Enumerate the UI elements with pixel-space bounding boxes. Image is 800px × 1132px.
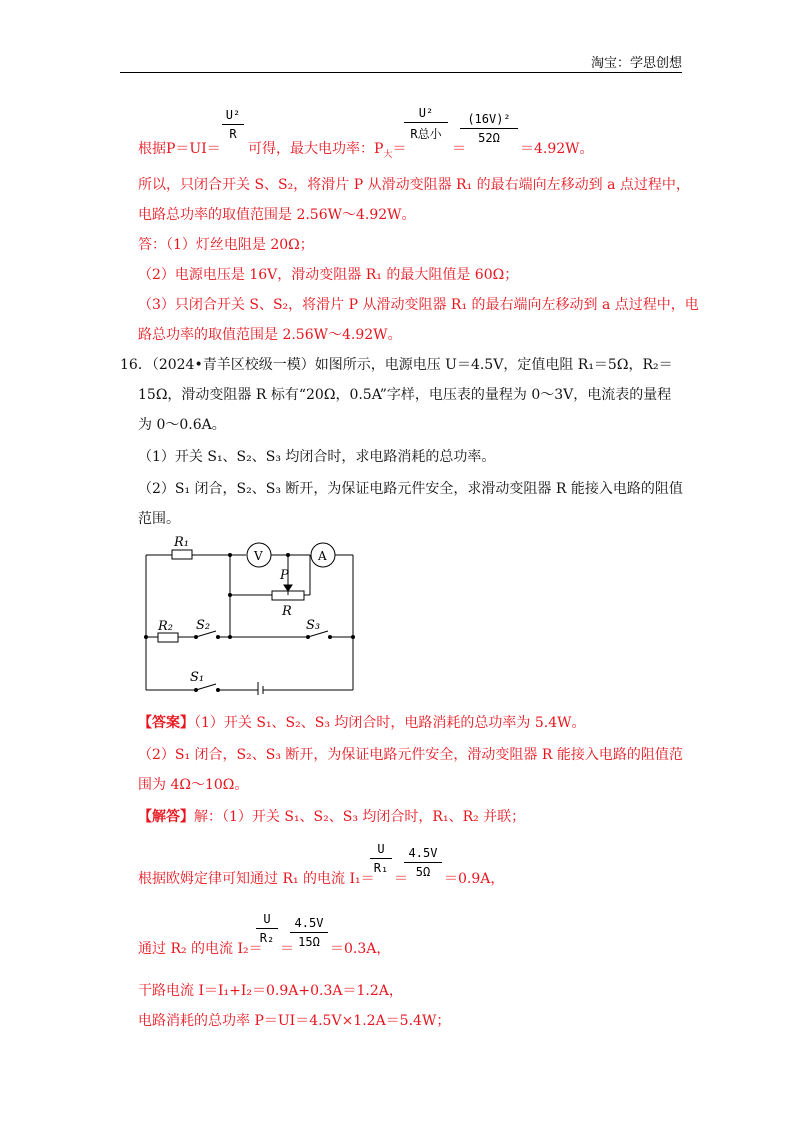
label-r2: R₂ [158, 619, 173, 634]
circuit-diagram [140, 535, 360, 695]
frac-den: R₂ [259, 931, 275, 945]
formula-prefix: 根据P＝UI＝ [138, 141, 221, 157]
problem-line-3: 为 0～0.6A。 [138, 417, 226, 433]
formula-eq2: ＝ [452, 141, 466, 157]
answer-line-1 [138, 712, 586, 732]
frac-num: 4.5V [294, 916, 324, 930]
fraction-u-r2 [256, 912, 278, 945]
label-s3: S₃ [306, 618, 321, 633]
ohm-line: 根据欧姆定律可知通过 R₁ 的电流 I₁＝ [138, 871, 375, 887]
header-text: 淘宝：学思创想 [590, 56, 682, 71]
fraction-u2-rmin [404, 106, 448, 142]
formula-mid [248, 138, 406, 160]
formula-result: ＝4.92W。 [520, 141, 594, 157]
total-power: 电路消耗的总功率 P＝UI＝4.5V×1.2A＝5.4W； [138, 1013, 451, 1029]
frac-den: R [229, 127, 237, 141]
i2-eq: ＝ [280, 941, 294, 957]
label-s2: S₂ [196, 618, 211, 633]
question-2: （2）S₁ 闭合，S₂、S₃ 断开，为保证电路元件安全，求滑动变阻器 R 能接入电路的阻值 [138, 481, 683, 497]
formula-eq: ＝ [392, 141, 407, 157]
label-s1: S₁ [190, 670, 205, 685]
voltmeter-label: V [254, 549, 263, 563]
fraction-u-r1 [370, 842, 392, 875]
fraction-4.5v-5 [404, 846, 442, 879]
frac-num: U [377, 842, 385, 856]
frac-den: R总小 [410, 127, 442, 141]
label-r1: R₁ [174, 535, 189, 550]
ohm-result: ＝0.9A， [444, 871, 505, 887]
solution-tag: 【解答】 [138, 809, 194, 825]
formula-mid-text: 可得，最大电功率：P [248, 141, 384, 157]
frac-num: U² [418, 106, 434, 120]
ohm-eq: ＝ [394, 871, 408, 887]
frac-num: (16V)² [467, 112, 511, 126]
fraction-16v [460, 112, 518, 145]
i2-line: 通过 R₂ 的电流 I₂＝ [138, 941, 263, 957]
label-p: P [280, 568, 289, 583]
label-r: R [282, 604, 292, 619]
ammeter-label: A [318, 549, 327, 563]
frac-num: U² [225, 108, 241, 122]
header-divider [120, 72, 682, 73]
text-line-2: 所以，只闭合开关 S、S₂，将滑片 P 从滑动变阻器 R₁ 的最右端向左移动到 a 点过程中， [138, 177, 690, 193]
question-2-cont: 范围。 [138, 511, 180, 527]
fraction-u2-r [222, 108, 244, 141]
text-line-3: 电路总功率的取值范围是 2.56W～4.92W。 [138, 207, 416, 223]
frac-den: R₁ [373, 861, 389, 875]
answer-1: （1）开关 S₁、S₂、S₃ 均闭合时，电路消耗的总功率为 5.4W。 [194, 715, 586, 731]
text-line-4: 答：（1）灯丝电阻是 20Ω； [138, 237, 314, 253]
frac-den: 15Ω [298, 935, 320, 949]
answer-tag: 【答案】 [138, 715, 194, 731]
frac-num: U [263, 912, 271, 926]
answer-line-2: （2）S₁ 闭合，S₂、S₃ 断开，为保证电路元件安全，滑动变阻器 R 能接入电路的阻值范 [138, 747, 683, 763]
frac-num: 4.5V [408, 846, 438, 860]
text-line-6: （3）只闭合开关 S、S₂，将滑片 P 从滑动变阻器 R₁ 的最右端向左移动到 a 点过程中，电 [138, 297, 699, 313]
frac-den: 5Ω [415, 865, 431, 879]
problem-line-1: 16．（2024•青羊区校级一模）如图所示，电源电压 U＝4.5V，定值电阻 R₁＝5Ω，R₂＝ [120, 357, 673, 373]
problem-line-2: 15Ω，滑动变阻器 R 标有“20Ω，0.5A”字样，电压表的量程为 0～3V，电流表的量程 [138, 387, 672, 403]
trunk-current: 干路电流 I＝I₁+I₂＝0.9A+0.3A＝1.2A， [138, 983, 403, 999]
solution-1: 解：（1）开关 S₁、S₂、S₃ 均闭合时，R₁、R₂ 并联； [194, 809, 526, 825]
question-1: （1）开关 S₁、S₂、S₃ 均闭合时，求电路消耗的总功率。 [138, 449, 496, 465]
solution-line-1 [138, 806, 525, 826]
frac-den: 52Ω [478, 131, 500, 145]
text-line-5: （2）电源电压是 16V，滑动变阻器 R₁ 的最大阻值是 60Ω； [138, 267, 519, 283]
fraction-4.5v-15 [290, 916, 328, 949]
formula-sub: 大 [383, 149, 393, 160]
answer-line-3: 围为 4Ω～10Ω。 [138, 777, 249, 793]
formula-line-1 [138, 138, 221, 158]
i2-result: ＝0.3A， [330, 941, 391, 957]
text-line-7: 路总功率的取值范围是 2.56W～4.92W。 [138, 327, 402, 343]
